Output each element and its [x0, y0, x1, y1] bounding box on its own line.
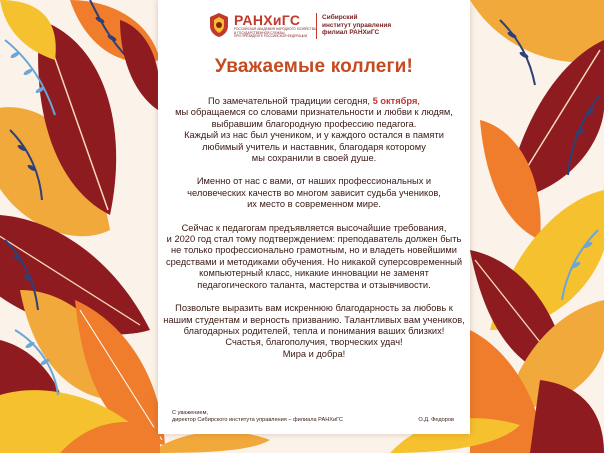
- greeting-text: [158, 96, 470, 372]
- date-highlight: 5 октября: [372, 96, 418, 106]
- paragraph: Именно от нас с вами, от наших профессиональных и человеческих качеств во многом зависит судьба учеников, их место в современном мире.: [187, 176, 441, 210]
- leaf-icon: [530, 380, 604, 453]
- page-title: Уважаемые коллеги!: [214, 56, 414, 77]
- leaf-icon: [150, 431, 270, 453]
- paragraph: По замечательной традиции сегодня, 5 октября, мы обращаемся со словами признательности и любви к людям, выбравшим благородную профессию педагога. Каждый из нас был учеником, и у каждого остался в памяти любимый учитель и наставник, благодаря которому мы сохранили в своей душе.: [175, 96, 453, 164]
- paragraph: Позвольте выразить вам искреннюю благодарность за любовь к нашим студентам и верность призванию. Талантливых вам учеников, благодарных родителей, тепла и понимания ваших близких! Счастья, благополучия, творческих удач! Мира и добра!: [163, 303, 465, 359]
- greeting-card: [158, 0, 470, 434]
- logo-divider: [316, 13, 317, 39]
- leaf-icon: [120, 20, 160, 110]
- signature-block: [172, 410, 343, 424]
- emblem-icon: [208, 12, 230, 38]
- signature-greeting: С уважением,: [172, 410, 208, 416]
- signature-position: директор Сибирского института управления – филиала РАНХиГС: [172, 417, 343, 423]
- leaf-icon: [0, 0, 56, 60]
- ranepa-logo: [208, 10, 423, 44]
- branch-name: Сибирский институт управления филиал РАНХиГС: [322, 14, 392, 37]
- brand-name: РАНХиГС: [234, 12, 301, 28]
- signature-name: О.Д. Федоров: [418, 417, 454, 423]
- paragraph: Сейчас к педагогам предъявляется высочайшие требования, и 2020 год стал тому подтверждением: преподаватель должен быть не только профессионально грамотным, но и владеть новейшими средствами и методиками обучения. Но никакой суперсовременный компьютерный класс, никакие инновации не заменят педагогического таланта, мастерства и отзывчивости.: [165, 222, 463, 290]
- brand-subtitle: РОССИЙСКАЯ АКАДЕМИЯ НАРОДНОГО ХОЗЯЙСТВА И ГОСУДАРСТВЕННОЙ СЛУЖБЫ ПРИ ПРЕЗИДЕНТЕ РОССИЙСКОЙ ФЕДЕРАЦИИ: [234, 27, 316, 39]
